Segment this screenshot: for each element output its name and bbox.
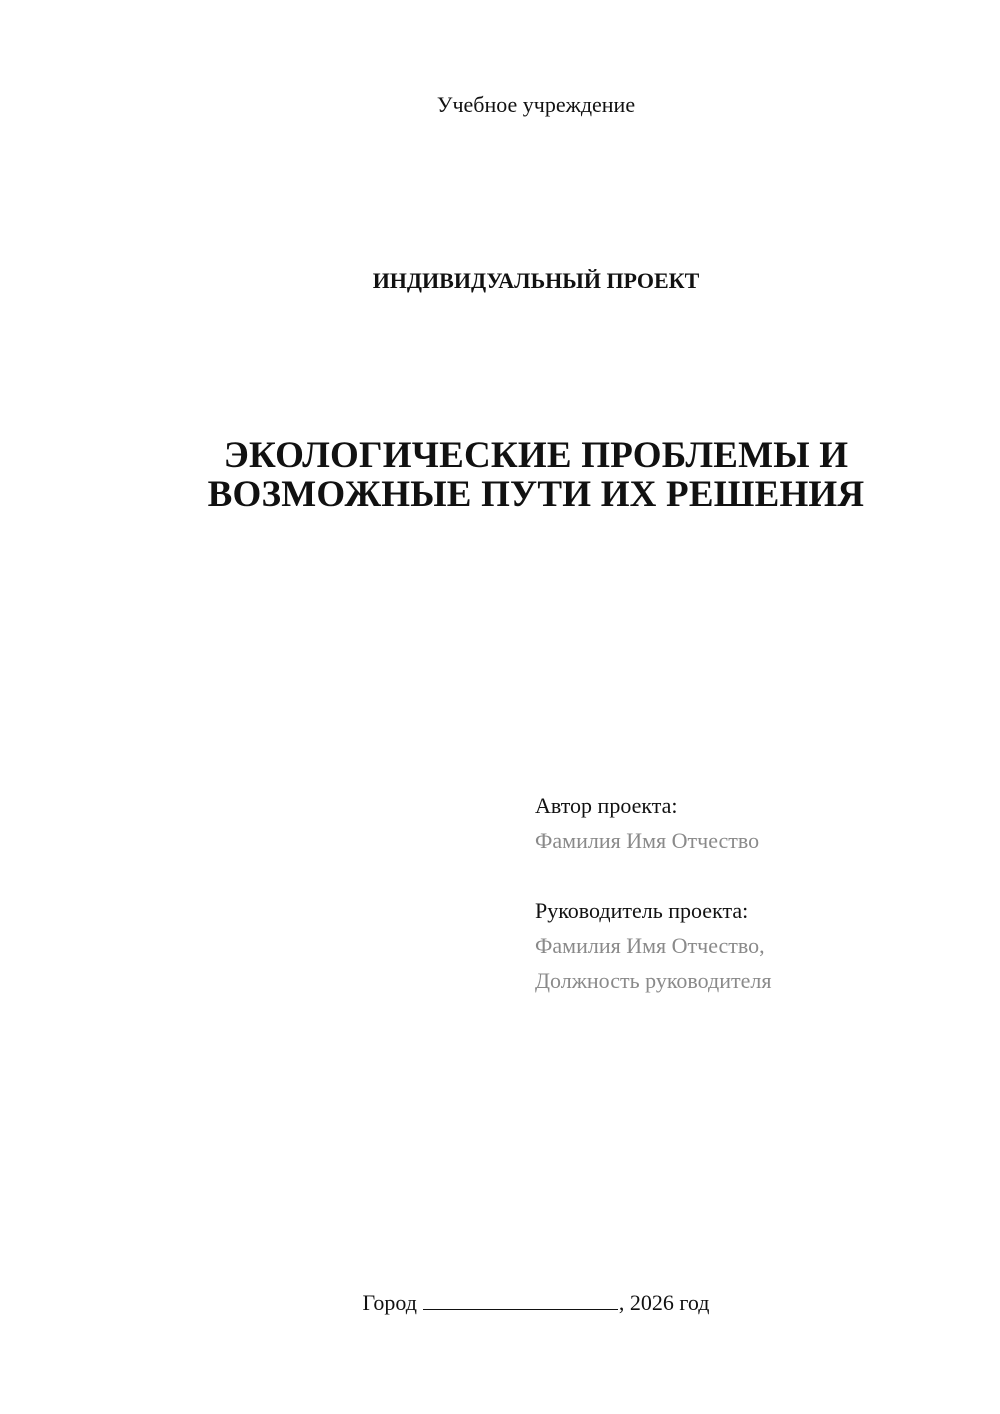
city-blank-line [423,1291,618,1310]
project-title-line-2: ВОЗМОЖНЫЕ ПУТИ ИХ РЕШЕНИЯ [207,474,865,515]
project-title-line-1: ЭКОЛОГИЧЕСКИЕ ПРОБЛЕМЫ И [223,435,849,476]
city-label: Город [362,1290,417,1315]
author-name-placeholder: Фамилия Имя Отчество [535,828,760,853]
city-year-line [0,1290,1000,1316]
institution-name: Учебное учреждение [436,92,636,117]
supervisor-position-placeholder: Должность руководителя [535,968,772,993]
supervisor-block [535,893,771,998]
project-type-heading: ИНДИВИДУАЛЬНЫЙ ПРОЕКТ [372,268,700,293]
supervisor-name-placeholder: Фамилия Имя Отчество, [535,933,765,958]
author-label: Автор проекта: [535,793,678,818]
author-block [535,788,759,858]
year-text: , 2026 год [618,1290,710,1315]
supervisor-label: Руководитель проекта: [535,898,749,923]
project-title [0,436,1000,514]
